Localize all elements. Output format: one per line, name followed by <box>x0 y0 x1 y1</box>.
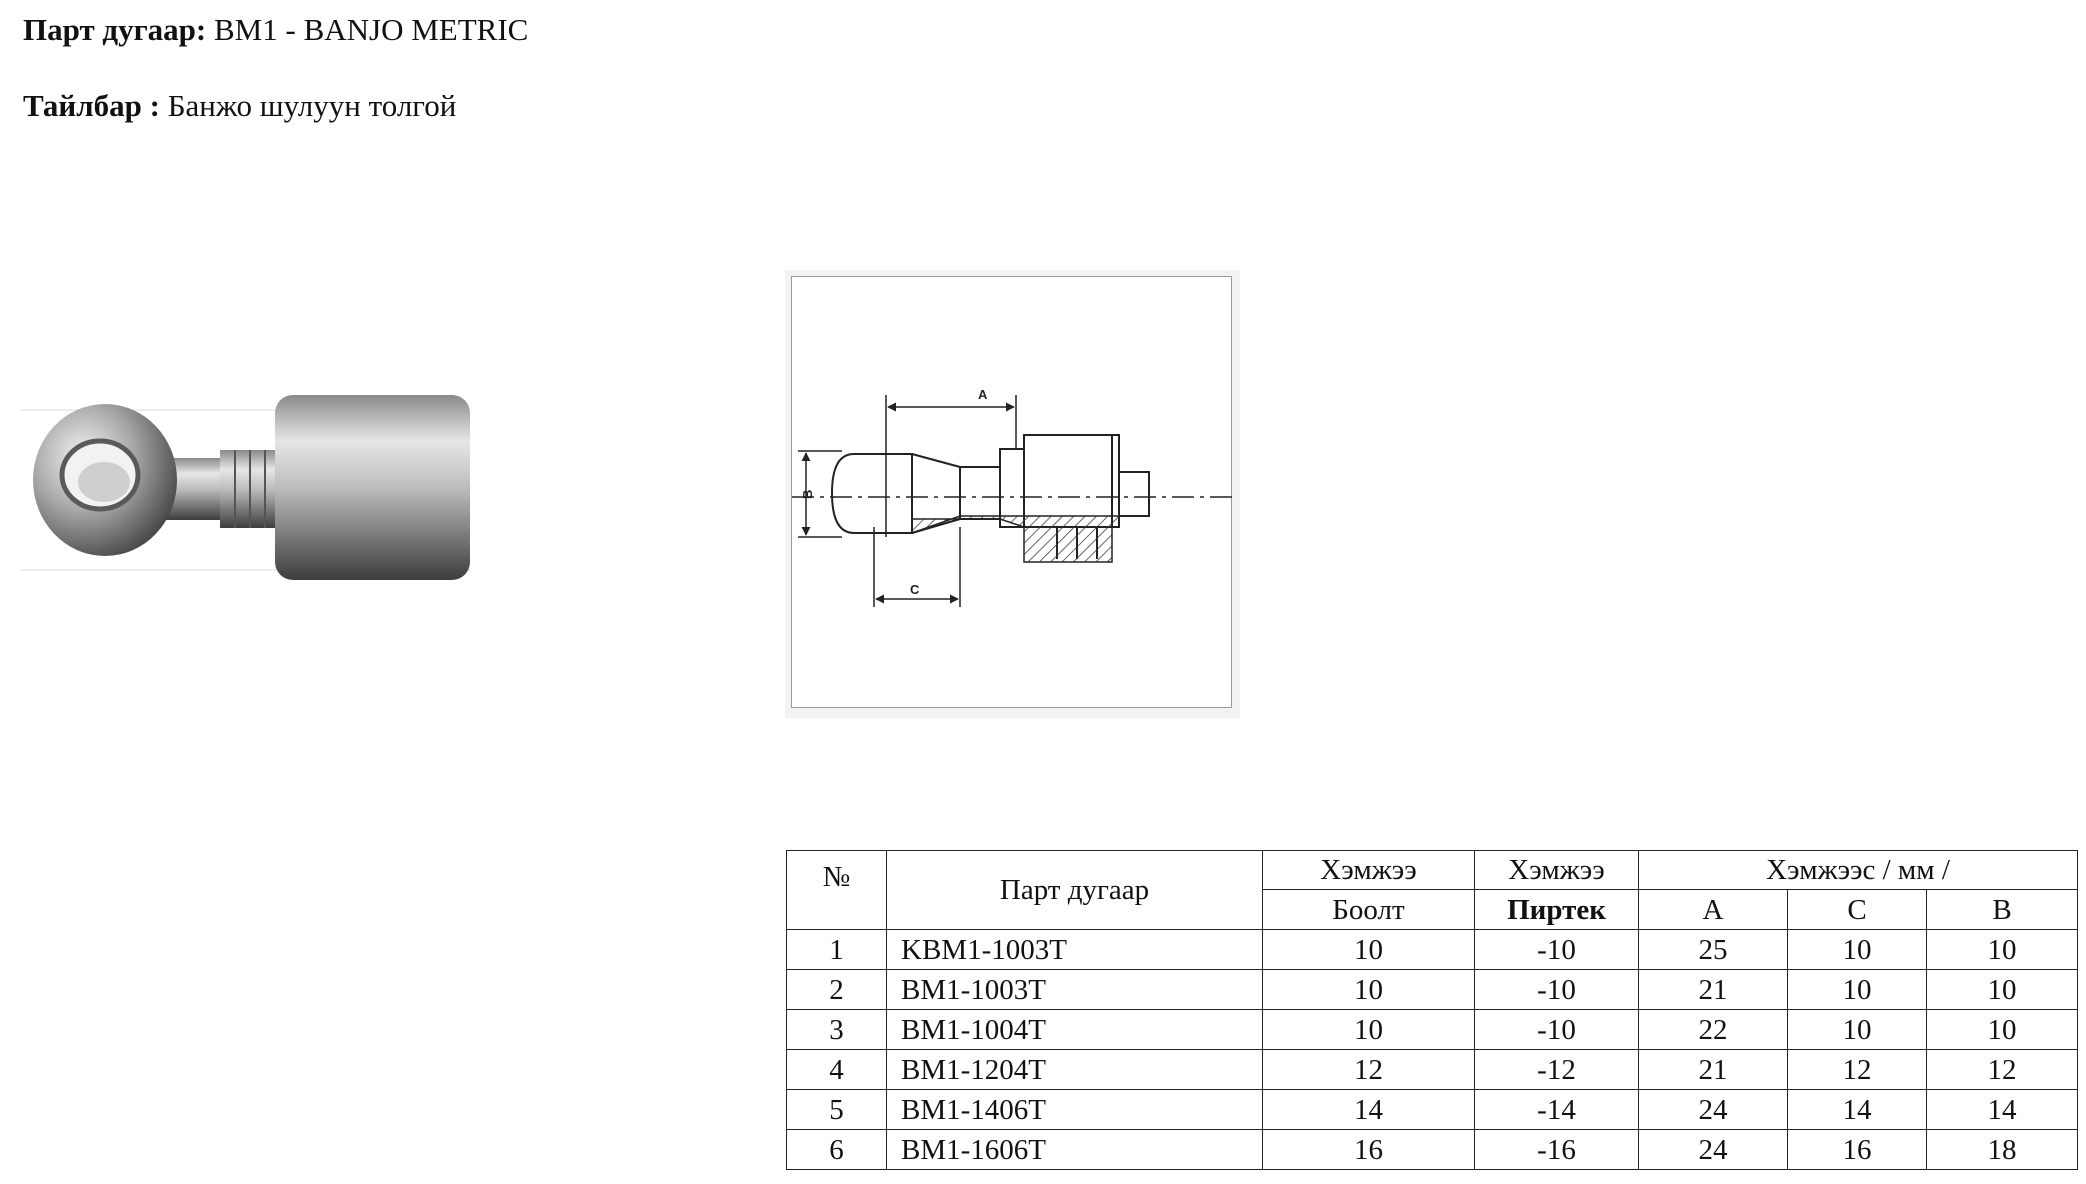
spec-table <box>786 850 2078 1170</box>
cell-c: 12 <box>1788 1050 1927 1090</box>
cell-no: 6 <box>787 1130 887 1170</box>
header-dim-c: C <box>1788 890 1927 930</box>
cell-no: 2 <box>787 970 887 1010</box>
drawing-svg <box>792 277 1233 709</box>
cell-bolt: 10 <box>1263 1010 1475 1050</box>
cell-a: 21 <box>1639 1050 1788 1090</box>
cell-part: BM1-1606T <box>887 1130 1263 1170</box>
header-size1-top: Хэмжээ <box>1263 851 1475 890</box>
cell-bolt: 12 <box>1263 1050 1475 1090</box>
header-dim-b: B <box>1927 890 2078 930</box>
cell-b: 18 <box>1927 1130 2078 1170</box>
cell-bolt: 16 <box>1263 1130 1475 1170</box>
table-row <box>787 1130 2078 1170</box>
cell-c: 16 <box>1788 1130 1927 1170</box>
cell-pirtek: -14 <box>1475 1090 1639 1130</box>
header-part-number: Парт дугаар <box>887 851 1263 930</box>
cell-no: 3 <box>787 1010 887 1050</box>
table-row <box>787 1050 2078 1090</box>
dimension-c-label: C <box>910 582 920 597</box>
cell-c: 14 <box>1788 1090 1927 1130</box>
header-dimensions: Хэмжээс / мм / <box>1639 851 2078 890</box>
cell-a: 24 <box>1639 1090 1788 1130</box>
cell-c: 10 <box>1788 970 1927 1010</box>
cell-part: BM1-1406T <box>887 1090 1263 1130</box>
cell-part: BM1-1003T <box>887 970 1263 1010</box>
cell-a: 25 <box>1639 930 1788 970</box>
cell-pirtek: -16 <box>1475 1130 1639 1170</box>
cell-bolt: 10 <box>1263 930 1475 970</box>
cell-b: 12 <box>1927 1050 2078 1090</box>
table-row <box>787 1090 2078 1130</box>
description-value: Банжо шулуун толгой <box>167 88 457 123</box>
cell-part: BM1-1204T <box>887 1050 1263 1090</box>
cell-b: 10 <box>1927 930 2078 970</box>
header-dim-a: A <box>1639 890 1788 930</box>
cell-a: 21 <box>1639 970 1788 1010</box>
header-pirtek: Пиртек <box>1475 890 1639 930</box>
cell-b: 10 <box>1927 970 2078 1010</box>
part-number-label: Парт дугаар: <box>23 12 207 47</box>
product-photo <box>20 370 470 580</box>
cell-no: 5 <box>787 1090 887 1130</box>
cell-bolt: 14 <box>1263 1090 1475 1130</box>
table-row <box>787 970 2078 1010</box>
table-header-row <box>787 851 2078 890</box>
technical-drawing <box>785 270 1240 718</box>
table-row <box>787 1010 2078 1050</box>
drawing-panel <box>791 276 1232 708</box>
header-size2-top: Хэмжээ <box>1475 851 1639 890</box>
header-bolt: Боолт <box>1263 890 1475 930</box>
part-number-value: BM1 - BANJO METRIC <box>214 12 529 47</box>
cell-c: 10 <box>1788 930 1927 970</box>
cell-part: BM1-1004T <box>887 1010 1263 1050</box>
cell-pirtek: -12 <box>1475 1050 1639 1090</box>
cell-pirtek: -10 <box>1475 1010 1639 1050</box>
cell-pirtek: -10 <box>1475 970 1639 1010</box>
cell-b: 14 <box>1927 1090 2078 1130</box>
cell-no: 4 <box>787 1050 887 1090</box>
table-row <box>787 930 2078 970</box>
cell-b: 10 <box>1927 1010 2078 1050</box>
description-label: Тайлбар : <box>23 88 160 123</box>
header-no: № <box>787 851 887 930</box>
cell-c: 10 <box>1788 1010 1927 1050</box>
cell-no: 1 <box>787 930 887 970</box>
cell-part: KBM1-1003T <box>887 930 1263 970</box>
dimension-b-label: B <box>800 489 815 499</box>
cell-a: 22 <box>1639 1010 1788 1050</box>
cell-bolt: 10 <box>1263 970 1475 1010</box>
part-number-line <box>23 12 528 48</box>
cell-a: 24 <box>1639 1130 1788 1170</box>
description-line <box>23 88 456 124</box>
cell-pirtek: -10 <box>1475 930 1639 970</box>
dimension-a-label: A <box>978 387 988 402</box>
